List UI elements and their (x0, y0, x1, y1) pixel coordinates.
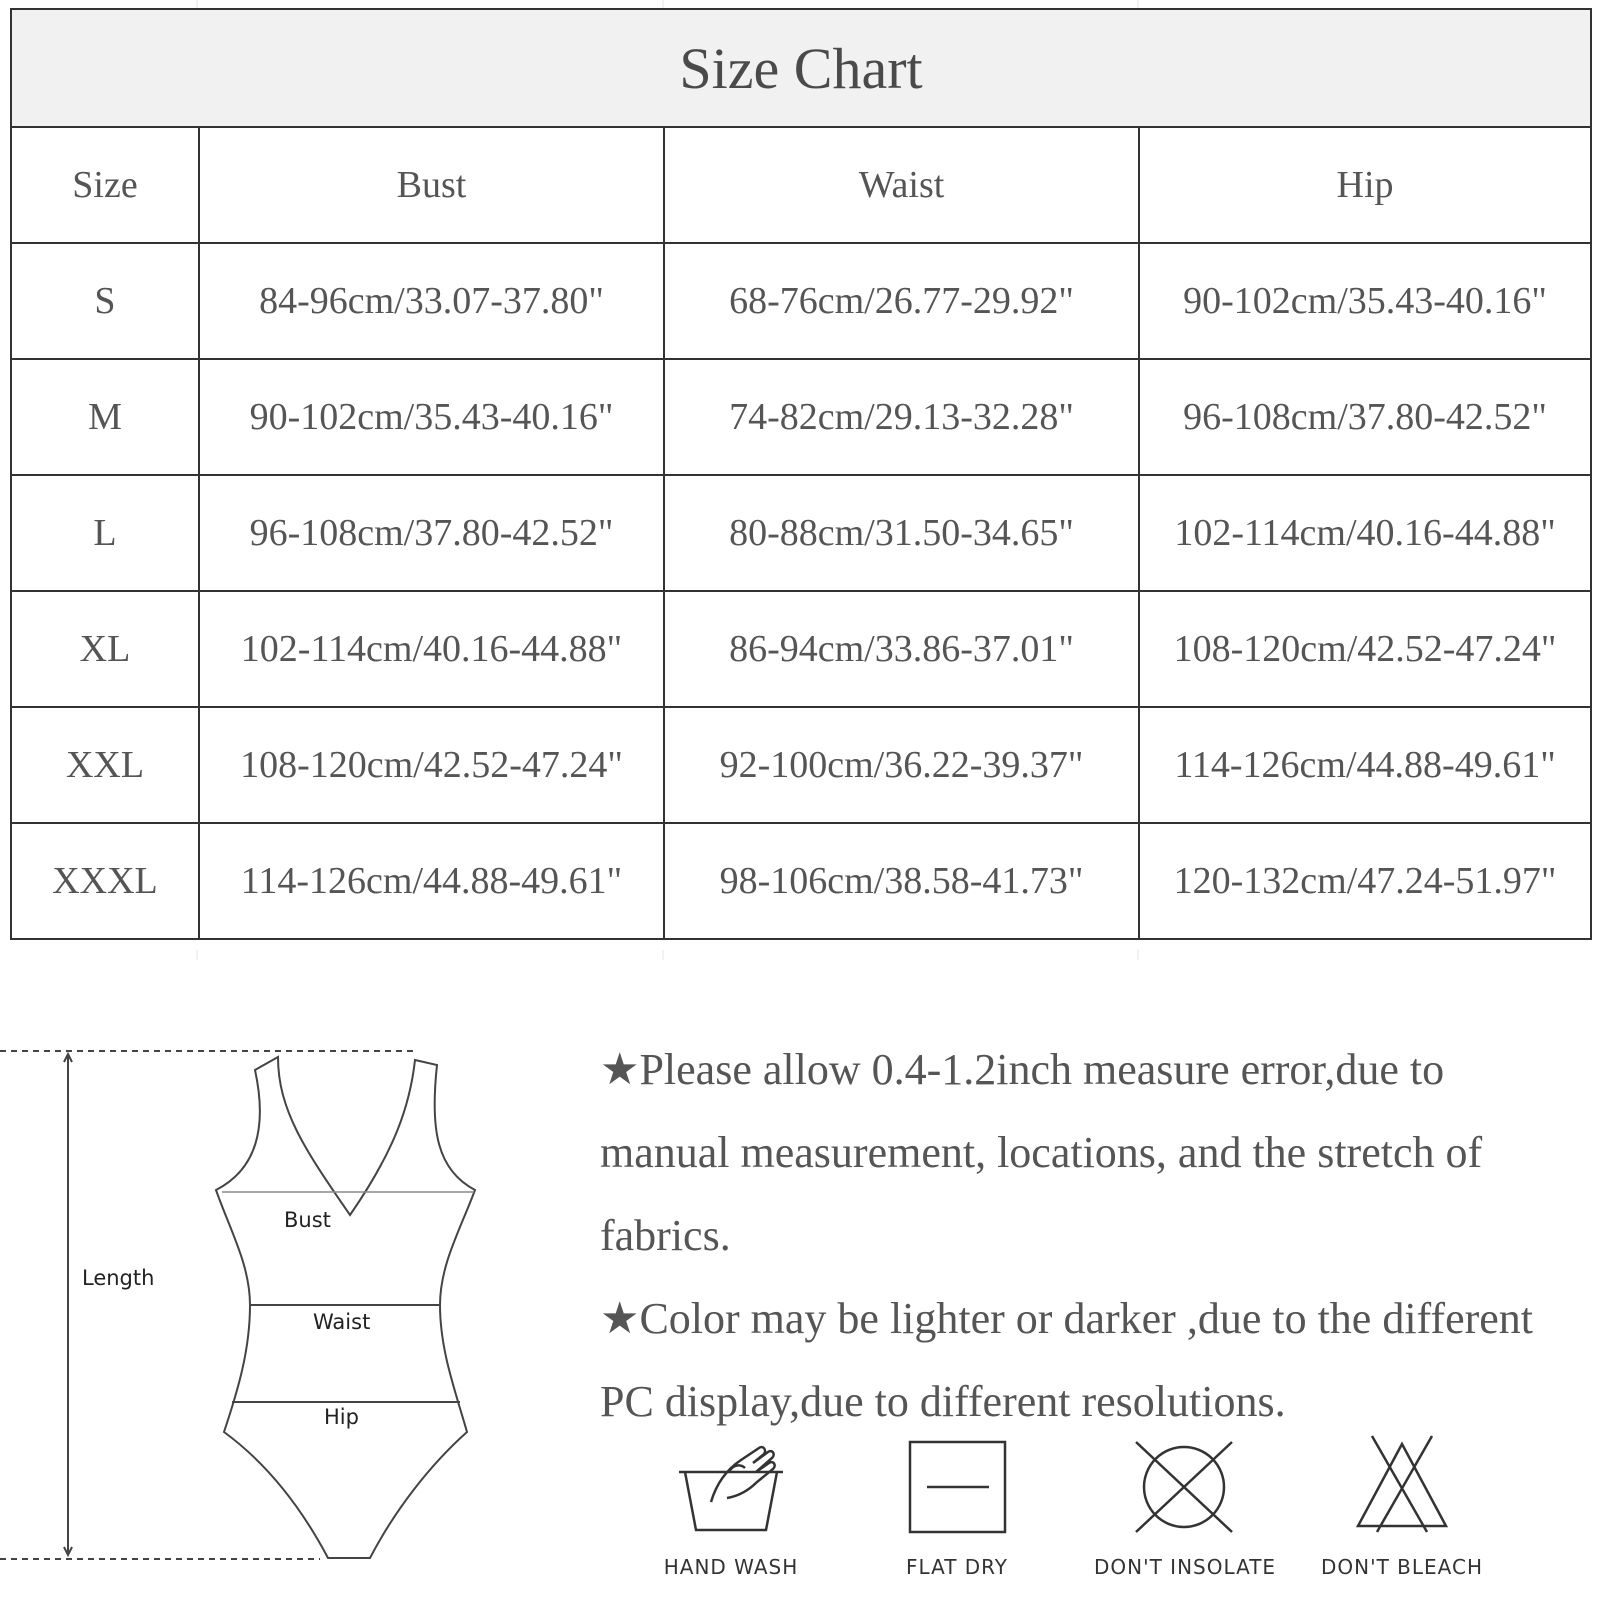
dont-insolate-icon (1124, 1430, 1244, 1535)
size-chart-table (10, 8, 1592, 940)
hip-cell: 114-126cm/44.88-49.61" (1139, 707, 1591, 823)
bust-cell: 108-120cm/42.52-47.24" (199, 707, 664, 823)
care-flat-dry (867, 1430, 1047, 1579)
size-cell: L (11, 475, 199, 591)
bodysuit-outline-icon (0, 1040, 560, 1580)
column-header-size: Size (11, 127, 199, 243)
header-row (11, 127, 1591, 243)
size-chart-title: Size Chart (11, 9, 1591, 127)
waist-label: Waist (313, 1310, 371, 1334)
length-label: Length (82, 1266, 155, 1290)
hip-cell: 102-114cm/40.16-44.88" (1139, 475, 1591, 591)
bust-cell: 90-102cm/35.43-40.16" (199, 359, 664, 475)
dont-bleach-label: DON'T BLEACH (1320, 1555, 1483, 1579)
hip-cell: 108-120cm/42.52-47.24" (1139, 591, 1591, 707)
care-hand-wash (641, 1430, 821, 1579)
column-header-hip: Hip (1139, 127, 1591, 243)
hip-label: Hip (324, 1405, 359, 1429)
hip-cell: 120-132cm/47.24-51.97" (1139, 823, 1591, 939)
waist-cell: 80-88cm/31.50-34.65" (664, 475, 1139, 591)
size-cell: XL (11, 591, 199, 707)
note-color: ★Color may be lighter or darker ,due to the different PC display,due to different resolutions. (600, 1294, 1534, 1426)
bust-cell: 84-96cm/33.07-37.80" (199, 243, 664, 359)
hand-wash-icon (671, 1430, 791, 1535)
waist-cell: 86-94cm/33.86-37.01" (664, 591, 1139, 707)
dont-bleach-icon (1342, 1430, 1462, 1535)
flat-dry-icon (897, 1430, 1017, 1535)
table-row (11, 243, 1591, 359)
measurement-diagram (0, 1040, 560, 1580)
flat-dry-label: FLAT DRY (905, 1555, 1009, 1579)
bust-cell: 102-114cm/40.16-44.88" (199, 591, 664, 707)
notes (600, 1028, 1580, 1443)
size-cell: M (11, 359, 199, 475)
waist-cell: 98-106cm/38.58-41.73" (664, 823, 1139, 939)
bust-cell: 114-126cm/44.88-49.61" (199, 823, 664, 939)
size-cell: XXL (11, 707, 199, 823)
hip-cell: 90-102cm/35.43-40.16" (1139, 243, 1591, 359)
column-header-bust: Bust (199, 127, 664, 243)
table-row (11, 359, 1591, 475)
hip-cell: 96-108cm/37.80-42.52" (1139, 359, 1591, 475)
column-header-waist: Waist (664, 127, 1139, 243)
table-row (11, 823, 1591, 939)
waist-cell: 68-76cm/26.77-29.92" (664, 243, 1139, 359)
dont-insolate-label: DON'T INSOLATE (1094, 1555, 1277, 1579)
table-row (11, 591, 1591, 707)
care-dont-insolate (1094, 1430, 1277, 1579)
size-cell: XXXL (11, 823, 199, 939)
note-measure-error: ★Please allow 0.4-1.2inch measure error,due to manual measurement, locations, and the stretch of fabrics. (600, 1045, 1483, 1260)
size-cell: S (11, 243, 199, 359)
hand-wash-label: HAND WASH (663, 1555, 799, 1579)
waist-cell: 92-100cm/36.22-39.37" (664, 707, 1139, 823)
bust-cell: 96-108cm/37.80-42.52" (199, 475, 664, 591)
bust-label: Bust (284, 1208, 331, 1232)
table-row (11, 707, 1591, 823)
table-row (11, 475, 1591, 591)
waist-cell: 74-82cm/29.13-32.28" (664, 359, 1139, 475)
care-dont-bleach (1312, 1430, 1492, 1579)
